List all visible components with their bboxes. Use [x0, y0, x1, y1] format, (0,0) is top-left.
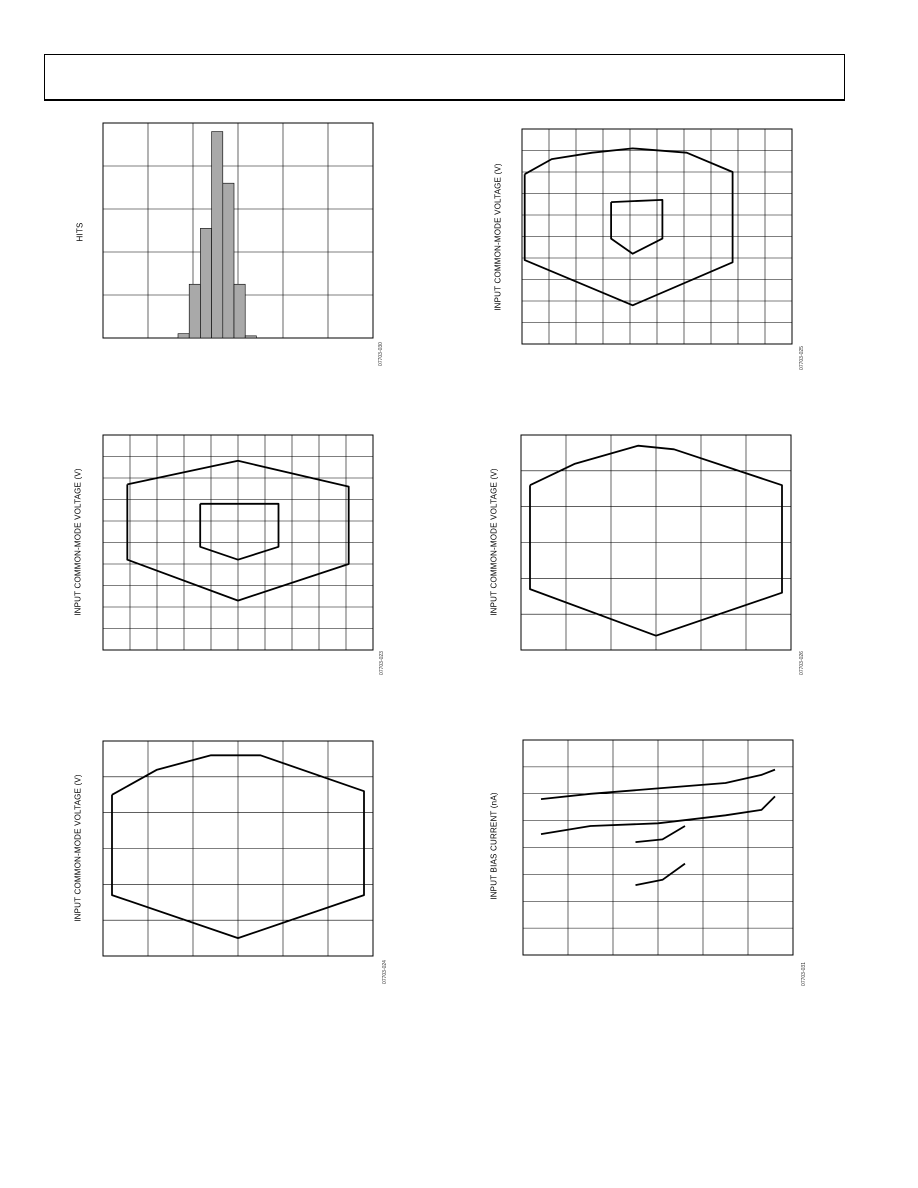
common-mode-chart-4	[60, 730, 400, 990]
common-mode-chart-2	[60, 425, 400, 685]
figure-code: 07703-031	[801, 962, 807, 986]
y-axis-label: INPUT BIAS CURRENT (nA)	[489, 792, 499, 900]
series-line-2	[200, 504, 278, 560]
series-line-2	[611, 200, 662, 254]
page-header	[44, 54, 845, 101]
common-mode-plot-4	[60, 730, 400, 990]
figure-code: 07703-024	[382, 960, 388, 984]
y-axis-label: INPUT COMMON-MODE VOLTAGE (V)	[489, 468, 499, 616]
series-line-3	[636, 826, 686, 842]
bias-current-chart	[480, 730, 820, 990]
figure-code: 07703-030	[378, 342, 384, 366]
common-mode-plot-1	[480, 118, 820, 378]
figure-code: 07703-025	[799, 346, 805, 370]
histogram-bar	[200, 228, 211, 338]
histogram-bar	[234, 284, 245, 338]
bias-current-plot	[480, 730, 820, 990]
y-axis-label: INPUT COMMON-MODE VOLTAGE (V)	[493, 163, 503, 311]
histogram-bar	[212, 132, 223, 338]
y-axis-label: INPUT COMMON-MODE VOLTAGE (V)	[73, 774, 83, 922]
common-mode-plot-3	[480, 425, 820, 685]
histogram-plot	[60, 118, 400, 378]
histogram-chart	[60, 118, 400, 378]
y-axis-label: HITS	[75, 222, 85, 242]
common-mode-chart-1	[480, 118, 820, 378]
common-mode-plot-2	[60, 425, 400, 685]
figure-code: 07703-023	[379, 651, 385, 675]
common-mode-chart-3	[480, 425, 820, 685]
figure-code: 07703-026	[799, 651, 805, 675]
histogram-bar	[189, 284, 200, 338]
y-axis-label: INPUT COMMON-MODE VOLTAGE (V)	[73, 468, 83, 616]
histogram-bar	[178, 334, 189, 338]
histogram-bar	[245, 336, 256, 338]
histogram-bar	[223, 183, 234, 338]
